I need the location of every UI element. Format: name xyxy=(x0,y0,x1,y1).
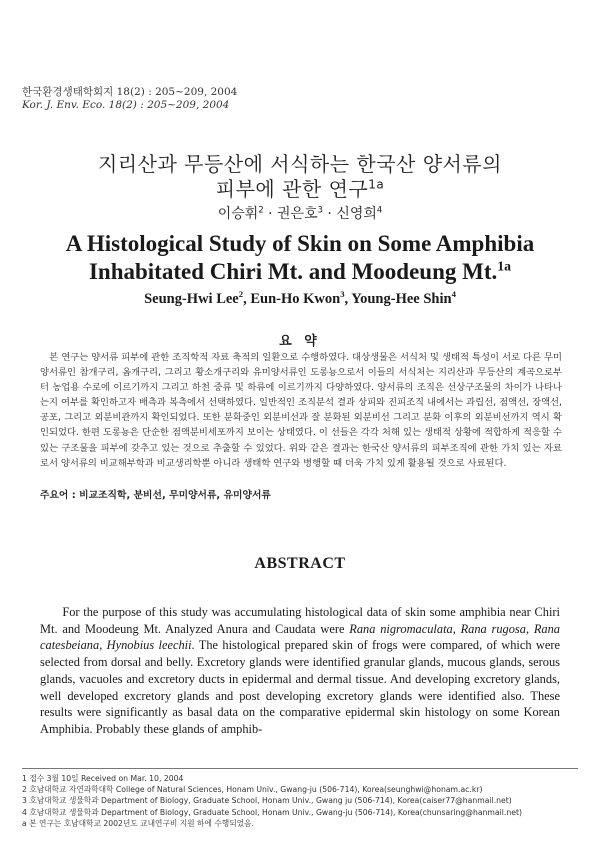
keywords-label: 주요어 : xyxy=(40,490,80,501)
journal-citation-ko: 한국환경생태학회지 18(2) : 205~209, 2004 xyxy=(22,86,238,98)
species-rana-rugosa: Rana rugosa xyxy=(460,621,526,636)
title-ko-line1: 지리산과 무등산에 서식하는 한국산 양서류의 xyxy=(97,152,502,176)
author-ko-2-mark: 3 xyxy=(317,204,323,215)
author-en-3: Young-Hee Shin xyxy=(351,291,452,307)
footnotes xyxy=(22,773,582,829)
abstract-en-sep: , xyxy=(452,621,461,636)
abstract-ko-text: 본 연구는 양서류 피부에 관한 조직학적 자료 축적의 일환으로 수행하였다. 대상생물은 서식처 및 생태적 특성이 서로 다른 무미양서류인 참개구리, 옴개구리, 그리고 황소개구리와 유미양서류인 도롱뇽으로서 이들의 서식처는 지리산과 무등산의 계곡으로부터 농업용 수로에 이르기까지 그리고 하천 중류 및 하류에 이르기까지 다양하였다. 양서류의 조직은 선상구조물의 차이가 나타나는지 여부를 확인하고자 배측과 복측에서 선택하였다. 일반적인 조직분석 결과 상피와 진피조직 내에서는 과립선, 점액선, 장액선, 공포, 그리고 외분비관까지 확인되었다. 또한 분화중인 외분비선과 잘 분화된 외분비선 그리고 분화 이후의 외분비선까지 역시 확인되었다. 한편 도롱뇽은 단순한 점액분비세포까지 보이는 상태였다. 이 선들은 각각 처해 있는 생태적 상황에 적합하게 적응할 수 있는 구조물을 피부에 갖추고 있는 것으로 추출할 수 있었다. 위와 같은 결과는 한국산 양서류의 피부조직에 관한 가치 있는 자료로서 양서류의 비교해부학과 비교생리학뿐 아니라 생태학 연구와 병행할 때 더욱 가치 있게 활용될 것으로 사료된다. xyxy=(40,352,562,469)
author-en-2-mark: 3 xyxy=(340,289,345,300)
author-en-1-mark: 2 xyxy=(238,289,244,300)
author-ko-3: 신영희 xyxy=(336,206,377,222)
footnote-divider xyxy=(22,768,578,769)
title-ko-line2-text: 피부에 관한 연구 xyxy=(215,177,369,201)
footnote-1: 1 접수 3월 10일 Received on Mar. 10, 2004 xyxy=(22,774,184,783)
abstract-ko-heading: 요 약 xyxy=(279,334,321,349)
author-separator: · xyxy=(322,206,337,222)
author-en-3-mark: 4 xyxy=(451,289,456,300)
author-ko-1: 이승휘 xyxy=(217,206,259,222)
author-en-separator: , xyxy=(344,291,352,307)
abstract-ko-body xyxy=(40,350,562,471)
abstract-en-heading: ABSTRACT xyxy=(254,555,346,572)
keywords-text: 비교조직학, 분비선, 무미양서류, 유미양서류 xyxy=(79,490,271,501)
title-ko-line2 xyxy=(0,173,600,202)
title-en-line1: A Histological Study of Skin on Some Amphibia xyxy=(65,231,535,256)
species-rana-nigromaculata: Rana nigromaculata xyxy=(349,621,453,636)
abstract-en-text-1: For the purpose of this study was accumulating histological data of skin some amphibia near Chiri Mt. and Moodeung Mt. Analyzed Anura and Caudata were xyxy=(40,605,560,636)
author-ko-1-mark: 2 xyxy=(258,204,264,215)
footnote-4: 4 호남대학교 생물학과 Department of Biology, Graduate School, Honam Univ., Gwang-ju (506-714), Korea(chunsaring@hanmail.net) xyxy=(22,807,522,817)
author-en-separator: , xyxy=(243,291,251,307)
species-hynobius-leechii: Hynobius leechii xyxy=(106,638,192,653)
authors-ko xyxy=(0,203,600,223)
author-en-2: Eun-Ho Kwon xyxy=(250,291,341,307)
keywords xyxy=(40,487,271,501)
abstract-en-sep: , xyxy=(99,638,107,653)
abstract-en-sep: , xyxy=(525,621,534,636)
footnote-a: a 본 연구는 호남대학교 2002년도 교내연구비 지원 하에 수행되었음. xyxy=(22,818,254,828)
journal-citation-en: Kor. J. Env. Eco. 18(2) : 205~209, 2004 xyxy=(22,99,230,111)
authors-en xyxy=(0,291,600,308)
abstract-en-body xyxy=(40,604,560,738)
footnote-2: 2 호남대학교 자연과학대학 College of Natural Sciences, Honam Univ., Gwang-ju (506-714), Korea(seunghwi@honam.ac.kr) xyxy=(22,785,483,795)
author-separator: · xyxy=(263,206,278,222)
author-en-1: Seung-Hwi Lee xyxy=(144,291,239,307)
author-ko-3-mark: 4 xyxy=(376,204,383,215)
title-ko-footnote-mark: 1a xyxy=(368,177,385,192)
abstract-en-text-2: . The histological prepared skin of frogs were compared, of which were selected from dorsal and belly. Excretory glands were identified granular glands, mucous glands, serous glands, vacuoles and excretory ducts in epidermal and dermal tissue. And developing excretory glands, well developed excretory glands and post developing excretory glands were identified also. These results were significantly as basal data on the comparative epidermal skin histology on some Korean Amphibia. Probably these glands of amphib- xyxy=(40,638,560,736)
title-en-line2-text: Inhabitated Chiri Mt. and Moodeung Mt. xyxy=(88,259,498,284)
title-en-footnote-mark: 1a xyxy=(497,258,512,274)
footnote-3: 3 호남대학교 생물학과 Department of Biology, Graduate School, Honam Univ., Gwang ju (506-714), Korea(caiser77@hanmail.net) xyxy=(22,796,512,806)
species-rana-catesbeiana: Rana catesbeiana xyxy=(40,621,560,653)
title-en-line2 xyxy=(0,259,600,285)
author-ko-2: 권은호 xyxy=(277,206,318,222)
